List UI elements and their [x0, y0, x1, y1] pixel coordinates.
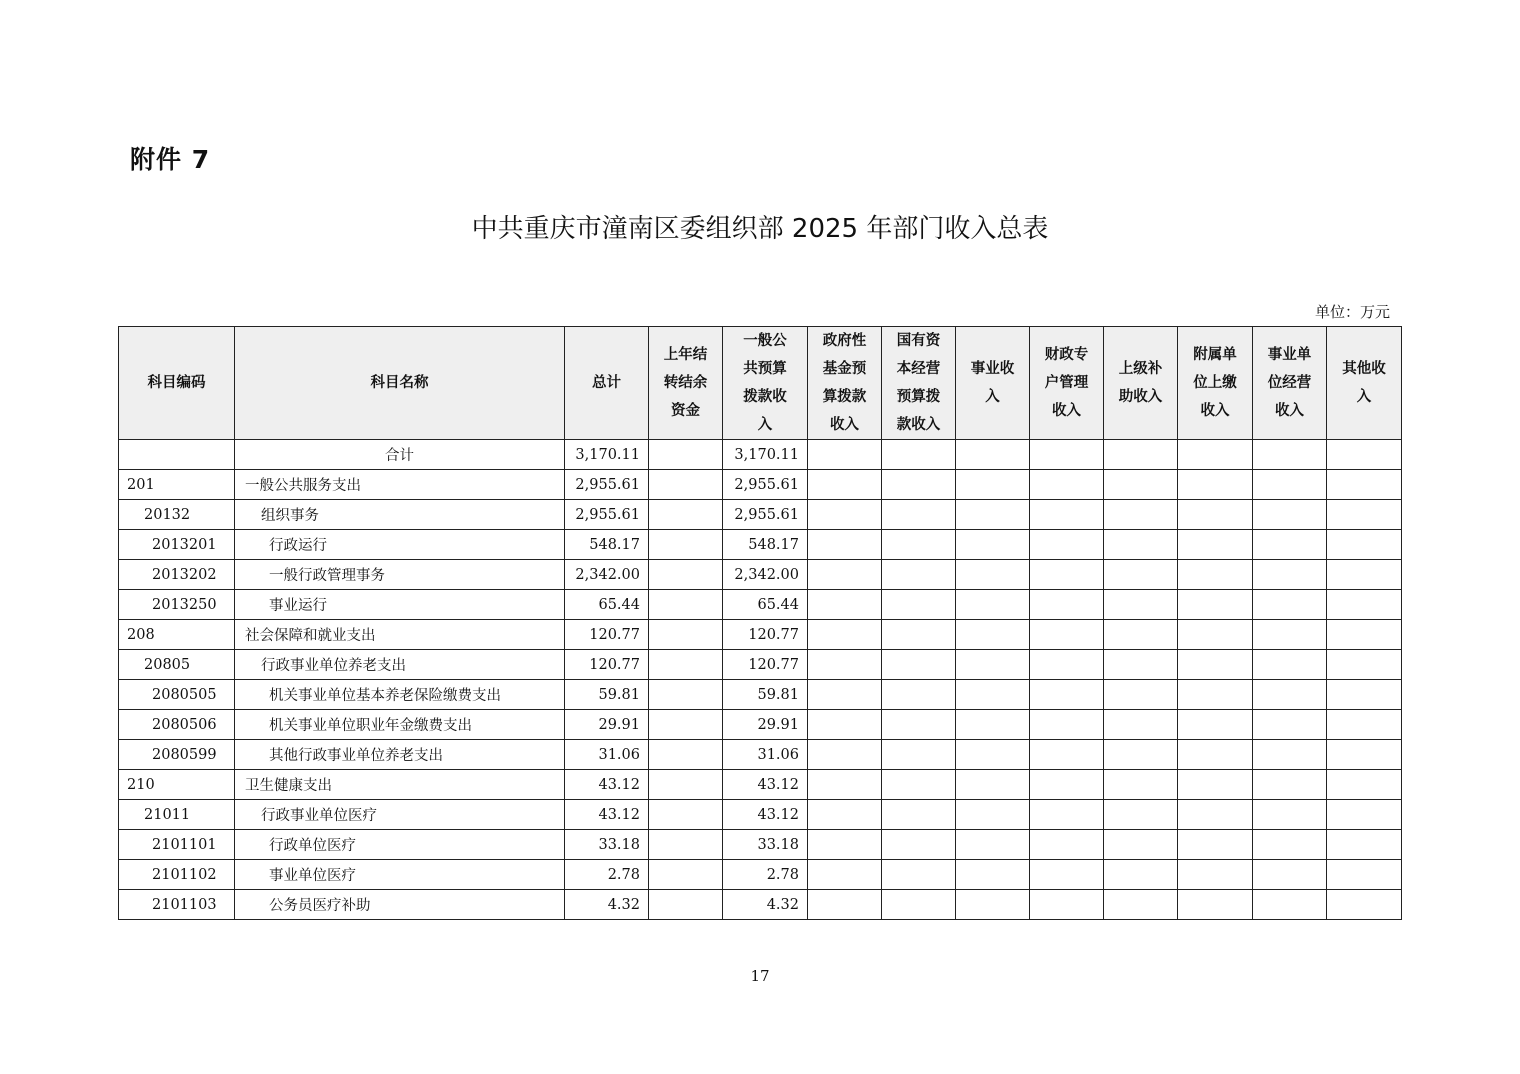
cell-business: [956, 680, 1030, 710]
header-carryover: 上年结 转结余 资金: [649, 327, 723, 440]
cell-general-budget: 4.32: [723, 890, 808, 920]
cell-state-capital: [882, 710, 956, 740]
cell-state-capital: [882, 470, 956, 500]
cell-other: [1327, 620, 1402, 650]
cell-operating: [1253, 830, 1327, 860]
cell-gov-fund: [808, 560, 882, 590]
table-row: [119, 560, 1402, 590]
cell-other: [1327, 590, 1402, 620]
header-other: 其他收 入: [1327, 327, 1402, 440]
table-row: [119, 680, 1402, 710]
cell-total: 120.77: [565, 620, 649, 650]
table-row: [119, 500, 1402, 530]
cell-name: 合计: [235, 440, 565, 470]
cell-general-budget: 31.06: [723, 740, 808, 770]
cell-operating: [1253, 650, 1327, 680]
cell-carryover: [649, 500, 723, 530]
cell-operating: [1253, 620, 1327, 650]
header-state-capital: 国有资 本经营 预算拨 款收入: [882, 327, 956, 440]
cell-total: 2,955.61: [565, 500, 649, 530]
cell-gov-fund: [808, 440, 882, 470]
cell-operating: [1253, 860, 1327, 890]
cell-carryover: [649, 440, 723, 470]
cell-name: 一般行政管理事务: [235, 560, 565, 590]
cell-general-budget: 548.17: [723, 530, 808, 560]
attachment-label: 附件 7: [130, 145, 211, 174]
cell-subsidy: [1104, 620, 1178, 650]
cell-subsidy: [1104, 440, 1178, 470]
cell-code: 21011: [119, 800, 235, 830]
cell-fiscal-special: [1030, 770, 1104, 800]
cell-total: 33.18: [565, 830, 649, 860]
cell-code: 20132: [119, 500, 235, 530]
table-row: [119, 440, 1402, 470]
cell-total: 43.12: [565, 800, 649, 830]
income-table: [118, 326, 1402, 920]
cell-code: 2101102: [119, 860, 235, 890]
cell-subsidy: [1104, 650, 1178, 680]
cell-total: 2,342.00: [565, 560, 649, 590]
cell-other: [1327, 500, 1402, 530]
cell-code: 2013250: [119, 590, 235, 620]
cell-other: [1327, 680, 1402, 710]
cell-carryover: [649, 770, 723, 800]
cell-fiscal-special: [1030, 530, 1104, 560]
cell-name: 事业单位医疗: [235, 860, 565, 890]
cell-operating: [1253, 500, 1327, 530]
cell-operating: [1253, 800, 1327, 830]
page-title: 中共重庆市潼南区委组织部 2025 年部门收入总表: [471, 214, 1049, 244]
cell-business: [956, 710, 1030, 740]
cell-affiliated: [1178, 830, 1253, 860]
cell-fiscal-special: [1030, 680, 1104, 710]
cell-business: [956, 530, 1030, 560]
header-affiliated: 附属单 位上缴 收入: [1178, 327, 1253, 440]
cell-state-capital: [882, 890, 956, 920]
header-business: 事业收 入: [956, 327, 1030, 440]
cell-gov-fund: [808, 710, 882, 740]
cell-carryover: [649, 680, 723, 710]
table-row: [119, 890, 1402, 920]
table-row: [119, 770, 1402, 800]
cell-name: 行政运行: [235, 530, 565, 560]
table-row: [119, 740, 1402, 770]
cell-other: [1327, 860, 1402, 890]
cell-gov-fund: [808, 620, 882, 650]
cell-business: [956, 500, 1030, 530]
cell-state-capital: [882, 800, 956, 830]
cell-total: 2.78: [565, 860, 649, 890]
cell-fiscal-special: [1030, 830, 1104, 860]
cell-state-capital: [882, 680, 956, 710]
cell-code: 2101101: [119, 830, 235, 860]
cell-name: 行政单位医疗: [235, 830, 565, 860]
cell-total: 31.06: [565, 740, 649, 770]
cell-gov-fund: [808, 890, 882, 920]
cell-affiliated: [1178, 890, 1253, 920]
cell-affiliated: [1178, 680, 1253, 710]
cell-fiscal-special: [1030, 710, 1104, 740]
cell-carryover: [649, 830, 723, 860]
cell-name: 公务员医疗补助: [235, 890, 565, 920]
cell-operating: [1253, 710, 1327, 740]
cell-other: [1327, 470, 1402, 500]
cell-affiliated: [1178, 470, 1253, 500]
cell-subsidy: [1104, 830, 1178, 860]
cell-state-capital: [882, 440, 956, 470]
cell-state-capital: [882, 860, 956, 890]
cell-other: [1327, 530, 1402, 560]
cell-business: [956, 560, 1030, 590]
cell-operating: [1253, 890, 1327, 920]
cell-code: 20805: [119, 650, 235, 680]
cell-name: 行政事业单位养老支出: [235, 650, 565, 680]
table-row: [119, 710, 1402, 740]
cell-carryover: [649, 470, 723, 500]
table-header-row: [119, 327, 1402, 440]
cell-other: [1327, 440, 1402, 470]
cell-other: [1327, 800, 1402, 830]
cell-carryover: [649, 860, 723, 890]
header-name: 科目名称: [235, 327, 565, 440]
cell-general-budget: 43.12: [723, 800, 808, 830]
cell-other: [1327, 560, 1402, 590]
cell-code: [119, 440, 235, 470]
cell-operating: [1253, 740, 1327, 770]
cell-operating: [1253, 560, 1327, 590]
cell-general-budget: 120.77: [723, 620, 808, 650]
cell-operating: [1253, 590, 1327, 620]
cell-operating: [1253, 680, 1327, 710]
table-row: [119, 830, 1402, 860]
cell-business: [956, 650, 1030, 680]
cell-state-capital: [882, 770, 956, 800]
cell-operating: [1253, 530, 1327, 560]
cell-state-capital: [882, 620, 956, 650]
header-subsidy: 上级补 助收入: [1104, 327, 1178, 440]
cell-code: 2080506: [119, 710, 235, 740]
cell-code: 2013201: [119, 530, 235, 560]
cell-gov-fund: [808, 800, 882, 830]
cell-other: [1327, 740, 1402, 770]
cell-name: 社会保障和就业支出: [235, 620, 565, 650]
cell-gov-fund: [808, 740, 882, 770]
cell-name: 组织事务: [235, 500, 565, 530]
header-total: 总计: [565, 327, 649, 440]
cell-affiliated: [1178, 620, 1253, 650]
cell-business: [956, 590, 1030, 620]
cell-name: 行政事业单位医疗: [235, 800, 565, 830]
cell-carryover: [649, 560, 723, 590]
cell-gov-fund: [808, 650, 882, 680]
cell-fiscal-special: [1030, 620, 1104, 650]
cell-gov-fund: [808, 830, 882, 860]
cell-general-budget: 120.77: [723, 650, 808, 680]
cell-total: 59.81: [565, 680, 649, 710]
cell-general-budget: 3,170.11: [723, 440, 808, 470]
cell-fiscal-special: [1030, 440, 1104, 470]
cell-total: 29.91: [565, 710, 649, 740]
cell-carryover: [649, 590, 723, 620]
cell-fiscal-special: [1030, 560, 1104, 590]
table-row: [119, 590, 1402, 620]
cell-subsidy: [1104, 680, 1178, 710]
cell-code: 2101103: [119, 890, 235, 920]
cell-affiliated: [1178, 710, 1253, 740]
cell-other: [1327, 770, 1402, 800]
cell-subsidy: [1104, 710, 1178, 740]
cell-subsidy: [1104, 470, 1178, 500]
cell-total: 120.77: [565, 650, 649, 680]
cell-general-budget: 2,342.00: [723, 560, 808, 590]
cell-subsidy: [1104, 500, 1178, 530]
cell-total: 4.32: [565, 890, 649, 920]
cell-state-capital: [882, 830, 956, 860]
cell-gov-fund: [808, 530, 882, 560]
cell-general-budget: 29.91: [723, 710, 808, 740]
table-row: [119, 860, 1402, 890]
cell-total: 43.12: [565, 770, 649, 800]
cell-code: 210: [119, 770, 235, 800]
cell-subsidy: [1104, 890, 1178, 920]
cell-business: [956, 860, 1030, 890]
cell-total: 3,170.11: [565, 440, 649, 470]
cell-business: [956, 890, 1030, 920]
cell-carryover: [649, 890, 723, 920]
cell-carryover: [649, 710, 723, 740]
cell-subsidy: [1104, 860, 1178, 890]
cell-other: [1327, 830, 1402, 860]
cell-state-capital: [882, 590, 956, 620]
cell-affiliated: [1178, 800, 1253, 830]
cell-fiscal-special: [1030, 590, 1104, 620]
cell-name: 一般公共服务支出: [235, 470, 565, 500]
cell-subsidy: [1104, 770, 1178, 800]
cell-fiscal-special: [1030, 890, 1104, 920]
cell-operating: [1253, 770, 1327, 800]
cell-total: 65.44: [565, 590, 649, 620]
cell-total: 2,955.61: [565, 470, 649, 500]
cell-carryover: [649, 650, 723, 680]
cell-other: [1327, 650, 1402, 680]
page-number: 17: [750, 967, 770, 985]
cell-code: 208: [119, 620, 235, 650]
cell-gov-fund: [808, 770, 882, 800]
cell-state-capital: [882, 500, 956, 530]
cell-fiscal-special: [1030, 500, 1104, 530]
cell-general-budget: 2.78: [723, 860, 808, 890]
cell-affiliated: [1178, 650, 1253, 680]
cell-other: [1327, 710, 1402, 740]
cell-operating: [1253, 440, 1327, 470]
header-operating: 事业单 位经营 收入: [1253, 327, 1327, 440]
cell-affiliated: [1178, 860, 1253, 890]
cell-carryover: [649, 530, 723, 560]
cell-fiscal-special: [1030, 800, 1104, 830]
cell-carryover: [649, 740, 723, 770]
cell-carryover: [649, 800, 723, 830]
cell-business: [956, 740, 1030, 770]
cell-general-budget: 2,955.61: [723, 470, 808, 500]
cell-code: 2080505: [119, 680, 235, 710]
cell-affiliated: [1178, 740, 1253, 770]
cell-fiscal-special: [1030, 860, 1104, 890]
table-row: [119, 800, 1402, 830]
cell-gov-fund: [808, 500, 882, 530]
table-row: [119, 650, 1402, 680]
cell-subsidy: [1104, 530, 1178, 560]
cell-business: [956, 440, 1030, 470]
header-code: 科目编码: [119, 327, 235, 440]
cell-business: [956, 770, 1030, 800]
cell-gov-fund: [808, 590, 882, 620]
cell-fiscal-special: [1030, 740, 1104, 770]
cell-affiliated: [1178, 770, 1253, 800]
cell-name: 机关事业单位职业年金缴费支出: [235, 710, 565, 740]
cell-operating: [1253, 470, 1327, 500]
cell-name: 机关事业单位基本养老保险缴费支出: [235, 680, 565, 710]
cell-affiliated: [1178, 590, 1253, 620]
cell-carryover: [649, 620, 723, 650]
table-row: [119, 470, 1402, 500]
cell-state-capital: [882, 740, 956, 770]
cell-affiliated: [1178, 560, 1253, 590]
cell-business: [956, 620, 1030, 650]
cell-other: [1327, 890, 1402, 920]
cell-general-budget: 43.12: [723, 770, 808, 800]
table-row: [119, 620, 1402, 650]
cell-gov-fund: [808, 470, 882, 500]
cell-affiliated: [1178, 440, 1253, 470]
cell-affiliated: [1178, 530, 1253, 560]
cell-gov-fund: [808, 680, 882, 710]
header-general-budget: 一般公 共预算 拨款收 入: [723, 327, 808, 440]
cell-code: 201: [119, 470, 235, 500]
cell-business: [956, 830, 1030, 860]
cell-subsidy: [1104, 800, 1178, 830]
cell-total: 548.17: [565, 530, 649, 560]
table-row: [119, 530, 1402, 560]
cell-name: 其他行政事业单位养老支出: [235, 740, 565, 770]
cell-fiscal-special: [1030, 650, 1104, 680]
cell-fiscal-special: [1030, 470, 1104, 500]
cell-name: 卫生健康支出: [235, 770, 565, 800]
cell-state-capital: [882, 530, 956, 560]
cell-code: 2013202: [119, 560, 235, 590]
cell-general-budget: 59.81: [723, 680, 808, 710]
cell-business: [956, 800, 1030, 830]
cell-general-budget: 33.18: [723, 830, 808, 860]
header-fiscal-special: 财政专 户管理 收入: [1030, 327, 1104, 440]
unit-label: 单位：万元: [1314, 303, 1390, 321]
cell-state-capital: [882, 560, 956, 590]
cell-gov-fund: [808, 860, 882, 890]
cell-general-budget: 65.44: [723, 590, 808, 620]
cell-subsidy: [1104, 560, 1178, 590]
cell-affiliated: [1178, 500, 1253, 530]
cell-subsidy: [1104, 590, 1178, 620]
cell-name: 事业运行: [235, 590, 565, 620]
cell-state-capital: [882, 650, 956, 680]
cell-code: 2080599: [119, 740, 235, 770]
cell-business: [956, 470, 1030, 500]
cell-general-budget: 2,955.61: [723, 500, 808, 530]
cell-subsidy: [1104, 740, 1178, 770]
header-gov-fund: 政府性 基金预 算拨款 收入: [808, 327, 882, 440]
